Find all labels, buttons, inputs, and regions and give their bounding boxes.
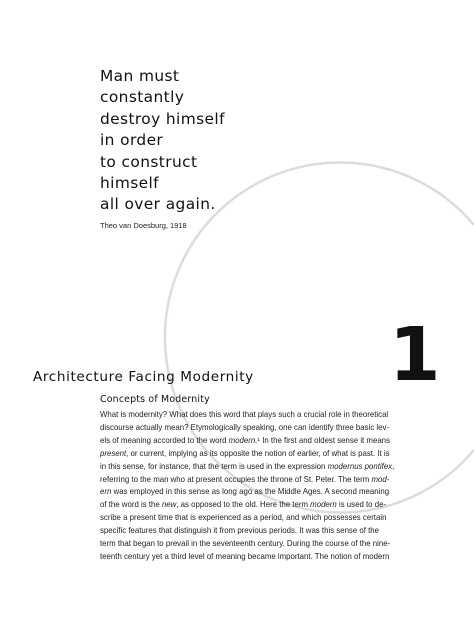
text-run: ,: [392, 461, 395, 471]
text-run: ¹ In the first and oldest sense it means: [257, 435, 390, 445]
body-text-line: [100, 486, 400, 499]
chapter-number: 1: [389, 312, 441, 398]
text-run: discourse actually mean? Etymologically speaking, one can identify three basic lev-: [100, 422, 390, 432]
body-text-line: [100, 538, 400, 551]
epigraph-line: destroy himself: [100, 109, 225, 128]
body-text-line: [100, 461, 400, 474]
text-run: What is modernity? What does this word that plays such a crucial role in theoretical: [100, 410, 389, 419]
epigraph-quote: [100, 66, 225, 216]
italic-term: new: [161, 500, 177, 510]
body-text-line: [100, 409, 400, 422]
italic-term: ern: [100, 487, 112, 497]
section-heading: Concepts of Modernity: [100, 394, 210, 405]
text-run: is used to de-: [336, 500, 387, 510]
body-text-line: [100, 512, 400, 525]
epigraph-line: in order: [100, 131, 164, 150]
epigraph-line: constantly: [100, 88, 185, 107]
italic-term: present: [100, 448, 127, 458]
body-paragraph: [100, 409, 400, 564]
text-run: was employed in this sense as long ago as the Middle Ages. A second meaning: [111, 487, 390, 497]
body-text-line: [100, 435, 400, 448]
text-run: in this sense, for instance, that the term is used in the expression: [100, 461, 328, 471]
chapter-title: Architecture Facing Modernity: [33, 369, 254, 385]
epigraph-line: Man must: [100, 67, 180, 85]
text-run: , or current, implying as its opposite the notion of earlier, of what is past. It is: [126, 448, 390, 458]
epigraph-line: all over again.: [100, 195, 216, 214]
text-run: specific features that distinguish it from previous periods. It was this sense of the: [100, 526, 380, 536]
text-run: teenth century yet a third level of meaning became important. The notion of modern: [100, 551, 390, 561]
body-text-line: [100, 525, 400, 538]
body-text-line: [100, 422, 400, 435]
italic-term: modern: [310, 500, 337, 510]
text-run: els of meaning accorded to the word: [100, 435, 229, 445]
epigraph-attribution: Theo van Doesburg, 1918: [100, 221, 187, 230]
body-text-line: [100, 551, 400, 564]
body-text-line: [100, 474, 400, 487]
italic-term: modern.: [228, 435, 258, 445]
text-run: , as opposed to the old. Here the term: [176, 500, 311, 510]
italic-term: modernus pontifex: [327, 461, 393, 471]
body-text-line: [100, 448, 400, 461]
text-run: of the word is the: [100, 500, 162, 510]
text-run: referring to the man who at present occupies the throne of St. Peter. The term: [100, 474, 372, 484]
text-run: term that began to prevail in the seventeenth century. During the course of the nine-: [100, 539, 391, 549]
body-text-line: [100, 499, 400, 512]
epigraph-line: to construct: [100, 152, 198, 171]
epigraph-line: himself: [100, 174, 160, 193]
text-run: scribe a present time that is experienced as a period, and which possesses certain: [100, 513, 387, 523]
italic-term: mod-: [371, 474, 390, 484]
